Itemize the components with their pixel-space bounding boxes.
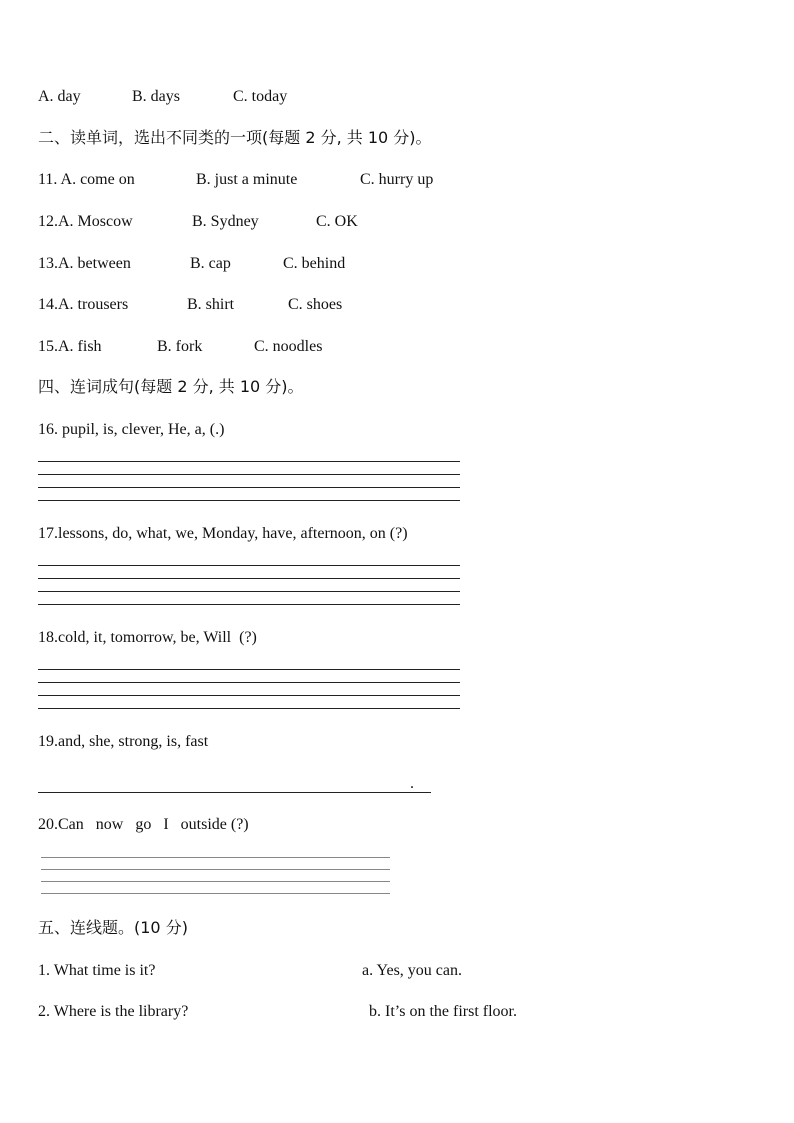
choice-c: C. today bbox=[233, 88, 288, 105]
q14-option-c: C. shoes bbox=[288, 296, 343, 313]
q20-answer-line[interactable] bbox=[41, 893, 390, 894]
q19-answer-line[interactable] bbox=[38, 792, 430, 793]
q14-option-a: 14.A. trousers bbox=[38, 296, 129, 313]
q13-option-b: B. cap bbox=[190, 255, 231, 272]
q18-prompt: 18.cold, it, tomorrow, be, Will (?) bbox=[38, 629, 257, 646]
q15-option-a: 15.A. fish bbox=[38, 338, 102, 355]
q20-answer-line[interactable] bbox=[41, 881, 390, 882]
q17-answer-line[interactable] bbox=[38, 578, 460, 579]
choice-a: A. day bbox=[38, 88, 81, 105]
q18-answer-line[interactable] bbox=[38, 682, 460, 683]
q20-answer-line[interactable] bbox=[41, 869, 390, 870]
match-left-2: 2. Where is the library? bbox=[38, 1003, 189, 1020]
q12-option-c: C. OK bbox=[316, 213, 358, 230]
q16-answer-line[interactable] bbox=[38, 474, 460, 475]
q18-answer-line[interactable] bbox=[38, 708, 460, 709]
q16-answer-line[interactable] bbox=[38, 461, 460, 462]
q15-option-b: B. fork bbox=[157, 338, 203, 355]
q11-option-a: 11. A. come on bbox=[38, 171, 135, 188]
match-left-1: 1. What time is it? bbox=[38, 962, 156, 979]
q11-option-c: C. hurry up bbox=[360, 171, 434, 188]
q17-answer-line[interactable] bbox=[38, 604, 460, 605]
q16-answer-line[interactable] bbox=[38, 500, 460, 501]
q12-option-b: B. Sydney bbox=[192, 213, 259, 230]
q19-prompt: 19.and, she, strong, is, fast bbox=[38, 733, 209, 750]
q16-answer-line[interactable] bbox=[38, 487, 460, 488]
q19-answer-line-tail bbox=[420, 792, 431, 793]
q13-option-a: 13.A. between bbox=[38, 255, 131, 272]
choice-b: B. days bbox=[132, 88, 180, 105]
q17-prompt: 17.lessons, do, what, we, Monday, have, afternoon, on (?) bbox=[38, 525, 408, 542]
section-5-heading: 五、连线题。(10 分) bbox=[38, 918, 188, 937]
q15-option-c: C. noodles bbox=[254, 338, 323, 355]
q18-answer-line[interactable] bbox=[38, 669, 460, 670]
q18-answer-line[interactable] bbox=[38, 695, 460, 696]
q20-answer-line[interactable] bbox=[41, 857, 390, 858]
q20-prompt: 20.Can now go I outside (?) bbox=[38, 816, 249, 833]
q12-option-a: 12.A. Moscow bbox=[38, 213, 133, 230]
section-2-heading: 二、读单词，选出不同类的一项(每题 2 分, 共 10 分)。 bbox=[38, 128, 432, 147]
q17-answer-line[interactable] bbox=[38, 591, 460, 592]
q14-option-b: B. shirt bbox=[187, 296, 235, 313]
match-right-b: b. It’s on the first floor. bbox=[369, 1003, 517, 1020]
q13-option-c: C. behind bbox=[283, 255, 346, 272]
q16-prompt: 16. pupil, is, clever, He, a, (.) bbox=[38, 421, 225, 438]
q17-answer-line[interactable] bbox=[38, 565, 460, 566]
q19-period-mark: . bbox=[410, 775, 414, 792]
section-4-heading: 四、连词成句(每题 2 分, 共 10 分)。 bbox=[38, 377, 304, 396]
q11-option-b: B. just a minute bbox=[196, 171, 298, 188]
match-right-a: a. Yes, you can. bbox=[362, 962, 462, 979]
